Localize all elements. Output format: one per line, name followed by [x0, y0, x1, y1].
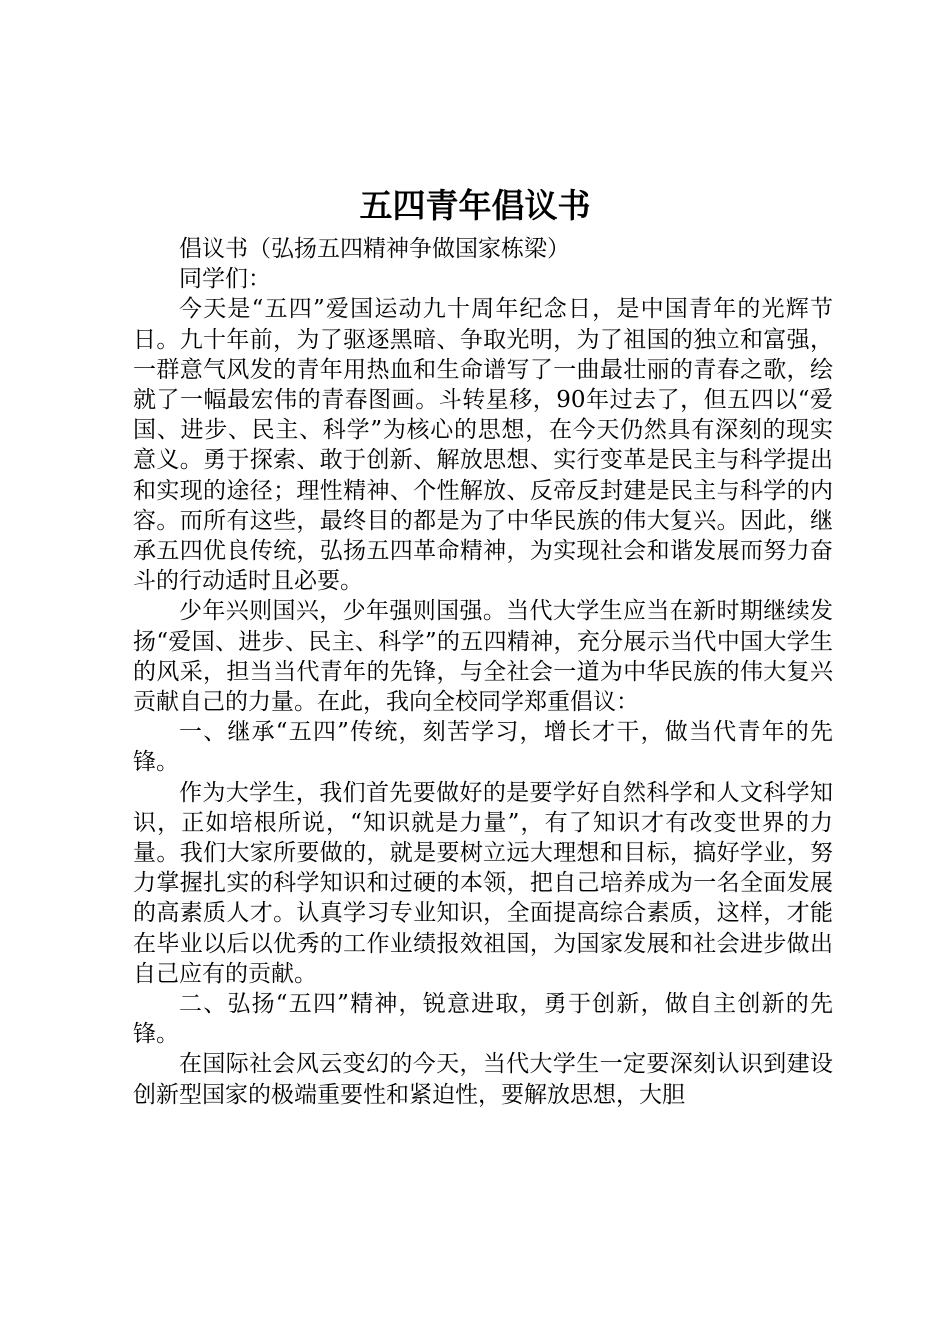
- paragraph: 今天是“五四”爱国运动九十周年纪念日，是中国青年的光辉节日。九十年前，为了驱逐黑暗、争取光明，为了祖国的独立和富强，一群意气风发的青年用热血和生命谱写了一曲最壮丽的青春之歌，绘就了一幅最宏伟的青春图画。斗转星移，90年过去了，但五四以“爱国、进步、民主、科学”为核心的思想，在今天仍然具有深刻的现实意义。勇于探索、敢于创新、解放思想、实行变革是民主与科学提出和实现的途径；理性精神、个性解放、反帝反封建是民主与科学的内容。而所有这些，最终目的都是为了中华民族的伟大复兴。因此，继承五四优良传统，弘扬五四革命精神，为实现社会和谐发展而努力奋斗的行动适时且必要。: [133, 296, 833, 595]
- paragraph-subtitle: 倡议书（弘扬五四精神争做国家栋梁）: [179, 236, 570, 262]
- paragraph-heading: 二、弘扬“五四”精神，锐意进取，勇于创新，做自主创新的先锋。: [133, 991, 833, 1048]
- paragraph: 作为大学生，我们首先要做好的是要学好自然科学和人文科学知识，正如培根所说，“知识就是力量”，有了知识才有改变世界的力量。我们大家所要做的，就是要树立远大理想和目标，搞好学业，努力掌握扎实的科学知识和过硬的本领，把自己培养成为一名全面发展的高素质人才。认真学习专业知识，全面提高综合素质，这样，才能在毕业以后以优秀的工作业绩报效祖国，为国家发展和社会进步做出自己应有的贡献。: [133, 779, 833, 987]
- paragraph-salutation: 同学们：: [179, 266, 271, 293]
- paragraph: 在国际社会风云变幻的今天，当代大学生一定要深刻认识到建设创新型国家的极端重要性和紧迫性，要解放思想，大胆: [133, 1051, 833, 1108]
- document-body: [133, 234, 833, 1110]
- paragraph-heading: 一、继承“五四”传统，刻苦学习，增长才干，做当代青年的先锋。: [133, 719, 833, 776]
- paragraph: 少年兴则国兴，少年强则国强。当代大学生应当在新时期继续发扬“爱国、进步、民主、科学”的五四精神，充分展示当代中国大学生的风采，担当当代青年的先锋，与全社会一道为中华民族的伟大复兴贡献自己的力量。在此，我向全校同学郑重倡议：: [133, 598, 833, 716]
- document-title: 五四青年倡议书: [359, 186, 591, 225]
